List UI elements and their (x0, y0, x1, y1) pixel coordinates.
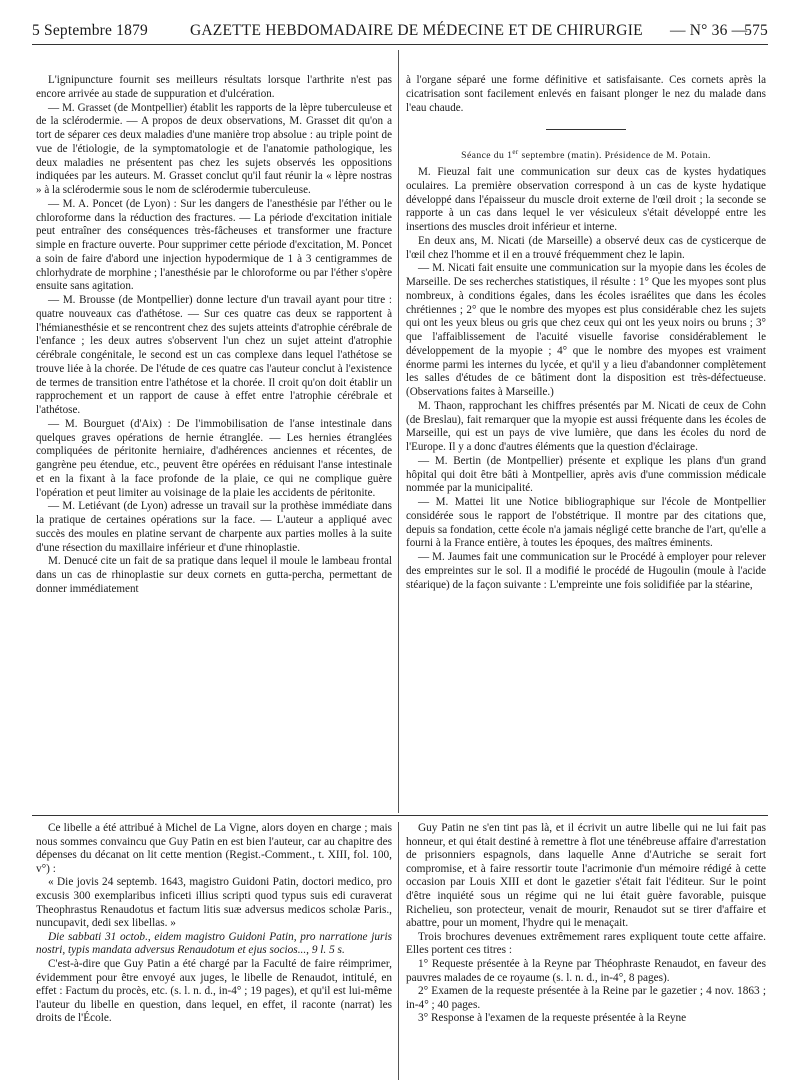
paragraph: Ce libelle a été attribué à Michel de La Vigne, alors doyen en charge ; mais nous sommes convaincu que Guy Patin en est bien l'auteur, car au chapitre des dépenses du décanat on lit cette mention (Regist.-Comment., t. XIII, fol. 100, v°) : (36, 822, 392, 875)
paragraph: — M. A. Poncet (de Lyon) : Sur les dangers de l'anesthésie par l'éther ou le chloroforme dans la réduction des fractures. — La période d'excitation initiale peut entraîner des conséquences très-fâcheuses et transformer une fracture simple en fracture ouverte. Pour supprimer cette période d'excitation, M. Poncet a soin de faire d'abord une injection hypodermique de 1 à 3 centigrammes de chlorhydrate de morphine ; l'anesthésie par le chloroforme ou par l'éther s'opère ensuite sans agitation. (36, 197, 392, 293)
right-column (406, 74, 766, 814)
header-rule (32, 44, 768, 45)
running-header (32, 18, 768, 42)
paragraph: — M. Nicati fait ensuite une communication sur la myopie dans les écoles de Marseille. De ses recherches statistiques, il résulte : 1° Que les myopes sont plus nombreux, à conditions égales, dans les écoles israélites que dans les écoles chrétiennes ; 2° que le nombre des myopes est plus considérable chez les sujets qui ont les yeux bleus ou gris que chez ceux qui ont les yeux noirs ou bruns ; 3° que l'affaiblissement de l'acuité visuelle favorise considérablement le développement de la myopie ; 4° que le nombre des myopes est vraiment énorme parmi les internes du lycée, et qu'il y a lieu d'abandonner complètement les salles d'études de ce bâtiment dont la disposition est très-défectueuse. (Observations faites à Marseille.) (406, 262, 766, 399)
paragraph: L'ignipuncture fournit ses meilleurs résultats lorsque l'arthrite n'est pas encore arrivée au stade de suppuration et d'ulcération. (36, 74, 392, 100)
session-heading: Séance du 1er septembre (matin). Présidence de M. Potain. (461, 148, 711, 162)
header-issue-number: — N° 36 — (670, 22, 748, 39)
paragraph: — M. Letiévant (de Lyon) adresse un travail sur la prothèse immédiate dans la pratique de certaines opérations sur la face. — L'auteur a appliqué avec succès des moules en platine servant de charpente aux parties molles à la suite d'une résection du maxillaire inférieur et d'une rhinoplastie. (36, 500, 392, 554)
paragraph: — M. Bertin (de Montpellier) présente et explique les plans d'un grand hôpital qui doit être bâti à Montpellier, après avis d'une commission médicale nommée par la municipalité. (406, 454, 766, 495)
paragraph: M. Fieuzal fait une communication sur deux cas de kystes hydatiques oculaires. La première observation correspond à un cas de kyste hydatique développé dans l'épaisseur du muscle droit externe de l'œil droit ; la seconde se rapporte à un cas dans lequel le ver vésiculeux s'était développé entre les insertions des muscles droit inférieur et interne. (406, 166, 766, 234)
paragraph: — M. Bourguet (d'Aix) : De l'immobilisation de l'anse intestinale dans quelques graves opérations de hernie étranglée. — Les hernies étranglées compliquées de péritonite herniaire, d'adhérences anciennes et récentes, de gangrène peu étendue, etc., peuvent être opérées en réduisant l'anse intestinale et en la fixant à la face profonde de la plaie, ce qui ne complique guère l'opération et peut limiter au voisinage de la plaie les accidents de péritonite. (36, 417, 392, 499)
list-item: 3° Response à l'examen de la requeste présentée à la Reyne (418, 1012, 687, 1025)
feuilleton-rule (32, 815, 768, 816)
latin-quote: « Die jovis 24 septemb. 1643, magistro Guidoni Patin, doctori medico, pro excusis 300 exemplaribus inficeti illius scripti quod typus suis edi curaverat Theophrastus Renaudotus et factum litis suæ adversus medicos scholæ Paris., nuncupavit, dedi sex libellas. » (36, 876, 392, 930)
paragraph: M. Denucé cite un fait de sa pratique dans lequel il moule le lambeau frontal dans un cas de rhinoplastie sur deux cornets en gutta-percha, permettant de donner immédiatement (36, 555, 392, 595)
paragraph: — M. Jaumes fait une communication sur le Procédé à employer pour relever des empreintes sur le sol. Il a modifié le procédé de Hugoulin (moule à l'acide stéarique) de la façon suivante : L'empreinte une fois solidifiée par la stéarine, (406, 551, 766, 591)
column-divider-bottom (398, 822, 399, 1080)
paragraph: M. Thaon, rapprochant les chiffres présentés par M. Nicati de ceux de Cohn (de Breslau), fait remarquer que la myopie est aussi fréquente dans les écoles de Marseille, qui est un pays de vive lumière, que dans les écoles du nord de l'Europe. Il y a donc d'autres éléments que la question d'éclairage. (406, 399, 766, 454)
latin-quote: Die sabbati 31 octob., eidem magistro Guidoni Patin, pro narratione juris nostri, typis mandata adversus Renaudotum et ejus socios..., 9 l. 5 s. (36, 930, 392, 957)
feuilleton-right-column (406, 822, 766, 1078)
header-date: 5 Septembre 1879 (32, 22, 148, 39)
left-column (36, 74, 392, 814)
paragraph: — M. Brousse (de Montpellier) donne lecture d'un travail ayant pour titre : quatre nouveaux cas d'athétose. — Sur ces quatre cas deux se rapportent à l'hémianesthésie et se rencontrent chez des sujets atteints d'atrophie cérébrale de l'enfance ; les deux autres s'observent l'un chez un sujet atteint d'atrophie cérébrale congénitale, le second est un cas complexe dans lequel l'athétose se trouve liée à la chorée. De l'étude de ces quatre cas l'auteur conclut à l'existence de termes de transition entre l'athétose et la chorée. Il croit qu'on doit établir un rapprochement et un rapport de cause à effet entre l'atrophie cérébrale et l'athétose. (36, 294, 392, 416)
paragraph-continued: à l'organe séparé une forme définitive et satisfaisante. Ces cornets après la cicatrisation sont facilement enlevés en faisant plonger le nez du malade dans l'eau chaude. (406, 74, 766, 114)
header-page-number: 575 (744, 22, 768, 39)
list-item: 1° Requeste présentée à la Reyne par Théophraste Renaudot, en faveur des pauvres malades de ce royaume (s. l. n. d., in-4°, 8 pages). (406, 957, 766, 984)
header-title: GAZETTE HEBDOMADAIRE DE MÉDECINE ET DE CHIRURGIE (190, 22, 643, 39)
paragraph: — M. Mattei lit une Notice bibliographique sur l'école de Montpellier considérée sous le rapport de l'obstétrique. Il montre par des citations que, depuis sa fondation, cette école n'a jamais négligé cette branche de l'art, qu'elle a fourni à la France entière, à toutes les époques, des maîtres éminents. (406, 496, 766, 550)
list-item: 2° Examen de la requeste présentée à la Reine par le gazetier ; 4 nov. 1863 ; in-4° ; 40 pages. (406, 985, 766, 1011)
column-divider (398, 50, 399, 813)
paragraph: Trois brochures devenues extrêmement rares expliquent toute cette affaire. Elles portent ces titres : (406, 930, 766, 957)
section-rule (546, 129, 626, 130)
paragraph: — M. Grasset (de Montpellier) établit les rapports de la lèpre tuberculeuse et de la sclérodermie. — A propos de deux observations, M. Grasset dit qu'on a tort de séparer ces deux maladies d'une manière trop absolue : au triple point de vue de l'étiologie, de la symptomatologie et de l'anatomie pathologique, les deux maladies ne présentent pas chez les sujets observés les oppositions indiquées par les auteurs. M. Grasset conclut qu'il faut réunir la « lèpre nostras » à la sclérodermie sous le nom de sclérodermie tuberculeuse. (36, 101, 392, 196)
feuilleton-left-column (36, 822, 392, 1078)
paragraph: En deux ans, M. Nicati (de Marseille) a observé deux cas de cysticerque de l'œil chez l'homme et il en a trouvé fréquemment chez le lapin. (406, 234, 766, 261)
paragraph: Guy Patin ne s'en tint pas là, et il écrivit un autre libelle qui ne lui fait pas honneur, et qui était destiné à remettre à flot une ténébreuse affaire d'arrestation de prisonniers espagnols, dans laquelle Anne d'Autriche se serait fort compromise, et à faire ressortir toute l'acrimonie d'un mémoire rédigé à cette occasion par Louis XIII et dont le gazetier s'était fait l'éditeur. Sur le point d'être inquiété sous un régime qui ne lui était guère favorable, puisque Richelieu, son protecteur, venait de mourir, Renaudot sut se tirer d'affaire et abattre, pour un moment, l'hydre qui le menaçait. (406, 822, 766, 930)
paragraph: C'est-à-dire que Guy Patin a été chargé par la Faculté de faire réimprimer, évidemment pour être envoyé aux juges, le libelle de Renaudot, intitulé, en effet : Factum du procès, etc. (s. l. n. d., in-4° ; 19 pages), et qu'il est lui-même l'auteur du libelle en question, dans lequel, en effet, il raconte (narrat) les droits de l'École. (36, 957, 392, 1025)
